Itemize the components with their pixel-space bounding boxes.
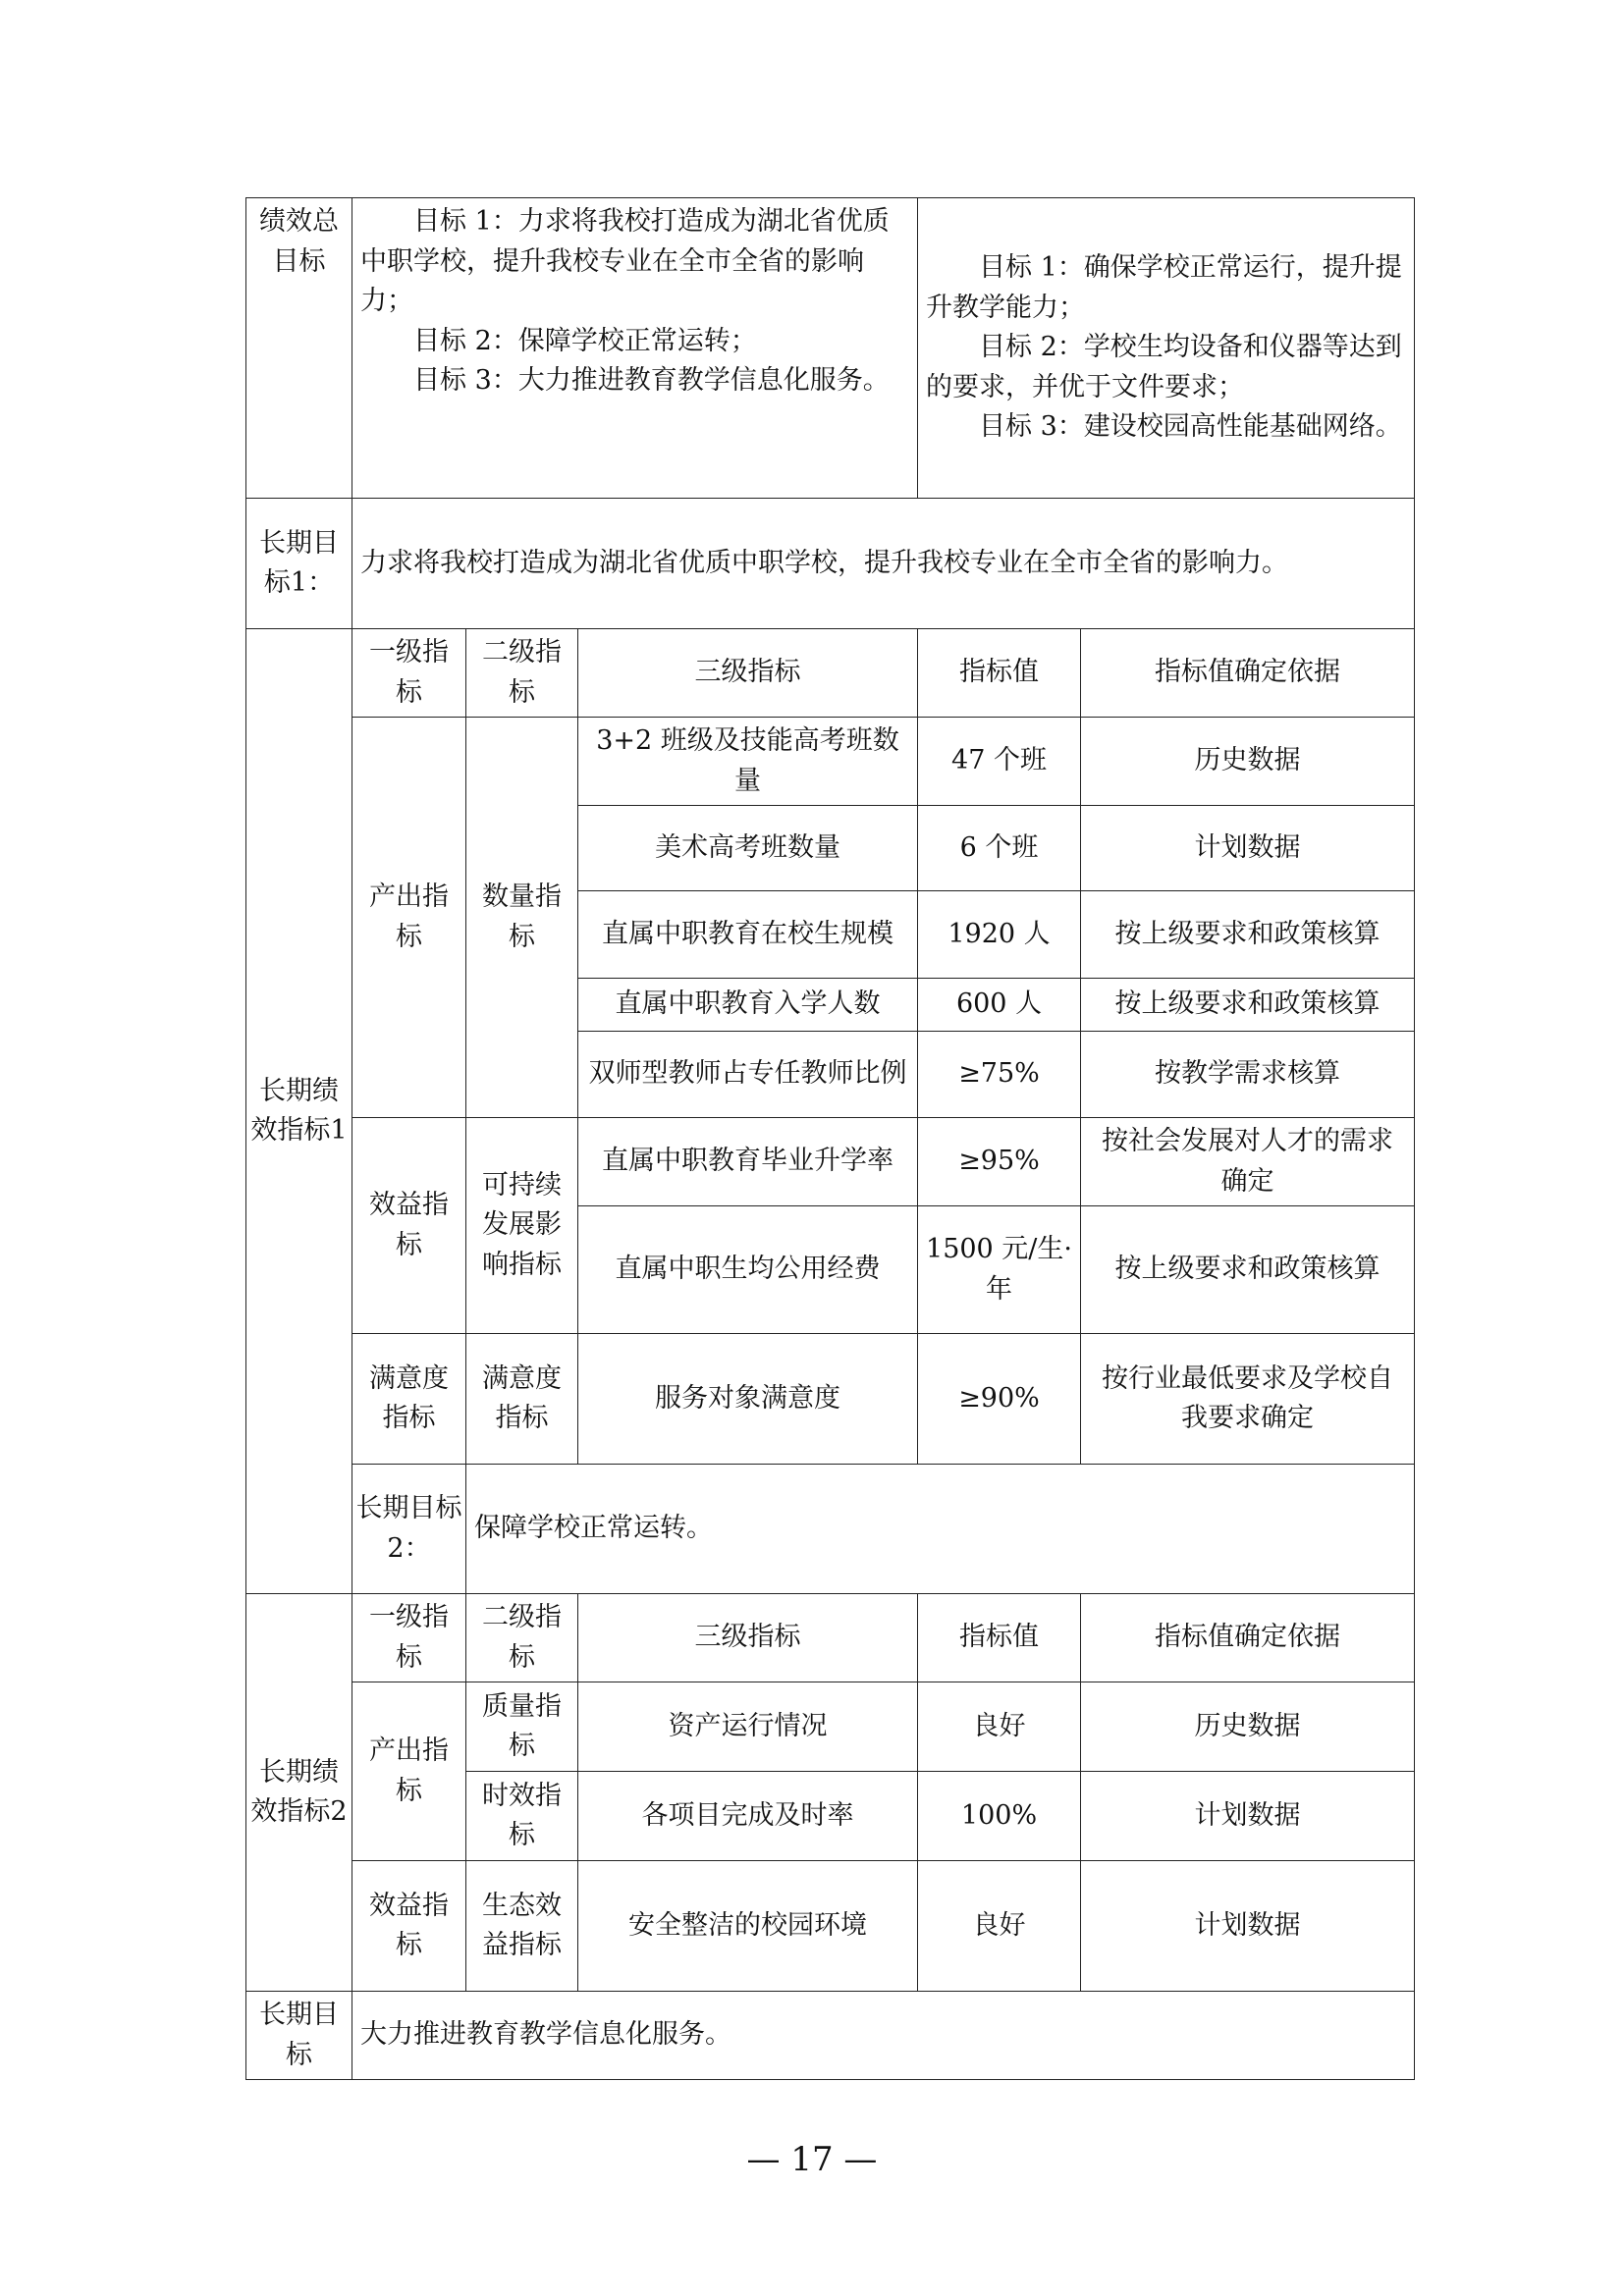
satisfaction-level1-label: 满意度指标 [352,1334,466,1465]
goal2-text: 保障学校正常运转。 [466,1465,1415,1594]
table-row [246,1682,1415,1772]
overall-goal-row [246,198,1415,499]
indicator-name: 直属中职教育在校生规模 [578,891,918,979]
indicator-basis: 计划数据 [1081,1772,1415,1861]
header-level2: 二级指标 [466,629,578,718]
goal2-label: 长期目标2： [352,1465,466,1594]
indicator-name: 各项目完成及时率 [578,1772,918,1861]
indicators2-label: 长期绩效指标2 [246,1594,352,1992]
indicator-name: 直属中职教育毕业升学率 [578,1118,918,1206]
indicator-basis: 历史数据 [1081,1682,1415,1772]
indicator-value: ≥90% [918,1334,1081,1465]
indicators1-header-row [246,629,1415,718]
indicator-name: 直属中职生均公用经费 [578,1206,918,1334]
indicator-basis: 计划数据 [1081,1861,1415,1992]
goal3-row [246,1992,1415,2080]
sustain-indicator-label: 可持续发展影响指标 [466,1118,578,1334]
indicator-basis: 按社会发展对人才的需求确定 [1081,1118,1415,1206]
overall-right-goal: 目标 1：确保学校正常运行，提升提升教学能力； [926,252,1402,323]
performance-table [245,197,1415,2080]
indicator-name: 双师型教师占专任教师比例 [578,1032,918,1118]
benefit-indicator-label: 效益指标 [352,1861,466,1992]
indicator-basis: 按上级要求和政策核算 [1081,891,1415,979]
header-level1: 一级指标 [352,629,466,718]
header-level2: 二级指标 [466,1594,578,1682]
table-row [246,1861,1415,1992]
indicator-basis: 按上级要求和政策核算 [1081,1206,1415,1334]
quality-indicator-label: 质量指标 [466,1682,578,1772]
overall-left-goal: 目标 3：大力推进教育教学信息化服务。 [413,365,890,396]
header-level1: 一级指标 [352,1594,466,1682]
indicator-basis: 计划数据 [1081,806,1415,891]
indicators1-label: 长期绩效指标1 [246,629,352,1594]
indicator-name: 安全整洁的校园环境 [578,1861,918,1992]
satisfaction-level2-label: 满意度指标 [466,1334,578,1465]
goal1-text: 力求将我校打造成为湖北省优质中职学校，提升我校专业在全市全省的影响力。 [352,499,1415,629]
benefit-indicator-label: 效益指标 [352,1118,466,1334]
overall-goal-left-cell [352,198,918,499]
indicator-name: 3+2 班级及技能高考班数量 [578,718,918,806]
header-level3: 三级指标 [578,629,918,718]
goal2-row [246,1465,1415,1594]
indicator-value: 1500 元/生·年 [918,1206,1081,1334]
indicator-name: 美术高考班数量 [578,806,918,891]
indicator-name: 服务对象满意度 [578,1334,918,1465]
overall-goal-label: 绩效总目标 [246,198,352,499]
indicator-value: 47 个班 [918,718,1081,806]
header-level3: 三级指标 [578,1594,918,1682]
header-value: 指标值 [918,1594,1081,1682]
goal3-text: 大力推进教育教学信息化服务。 [352,1992,1415,2080]
indicator-value: 600 人 [918,979,1081,1032]
table-row [246,1118,1415,1206]
indicator-basis: 按行业最低要求及学校自我要求确定 [1081,1334,1415,1465]
goal3-label: 长期目标 [246,1992,352,2080]
ecology-indicator-label: 生态效益指标 [466,1861,578,1992]
goal1-row [246,499,1415,629]
page-number: — 17 — [746,2140,878,2179]
table-row [246,718,1415,806]
header-basis: 指标值确定依据 [1081,629,1415,718]
overall-right-goal: 目标 3：建设校园高性能基础网络。 [979,411,1402,443]
indicator-value: 良好 [918,1861,1081,1992]
overall-goal-right-cell [918,198,1415,499]
indicator-value: ≥75% [918,1032,1081,1118]
indicators2-header-row [246,1594,1415,1682]
overall-left-goal: 目标 2：保障学校正常运转； [413,325,757,356]
quantity-indicator-label: 数量指标 [466,718,578,1118]
indicator-value: 100% [918,1772,1081,1861]
header-basis: 指标值确定依据 [1081,1594,1415,1682]
indicator-value: 6 个班 [918,806,1081,891]
indicator-basis: 按教学需求核算 [1081,1032,1415,1118]
indicator-value: 1920 人 [918,891,1081,979]
header-value: 指标值 [918,629,1081,718]
table-row [246,1334,1415,1465]
indicator-value: 良好 [918,1682,1081,1772]
indicator-value: ≥95% [918,1118,1081,1206]
indicator-basis: 历史数据 [1081,718,1415,806]
timeliness-indicator-label: 时效指标 [466,1772,578,1861]
indicator-basis: 按上级要求和政策核算 [1081,979,1415,1032]
indicator-name: 直属中职教育入学人数 [578,979,918,1032]
overall-left-goal: 目标 1：力求将我校打造成为湖北省优质中职学校，提升我校专业在全市全省的影响力； [360,206,890,316]
overall-right-goal: 目标 2：学校生均设备和仪器等达到的要求，并优于文件要求； [926,332,1402,402]
indicator-name: 资产运行情况 [578,1682,918,1772]
output-indicator-label: 产出指标 [352,718,466,1118]
output-indicator-label: 产出指标 [352,1682,466,1861]
goal1-label: 长期目标1： [246,499,352,629]
